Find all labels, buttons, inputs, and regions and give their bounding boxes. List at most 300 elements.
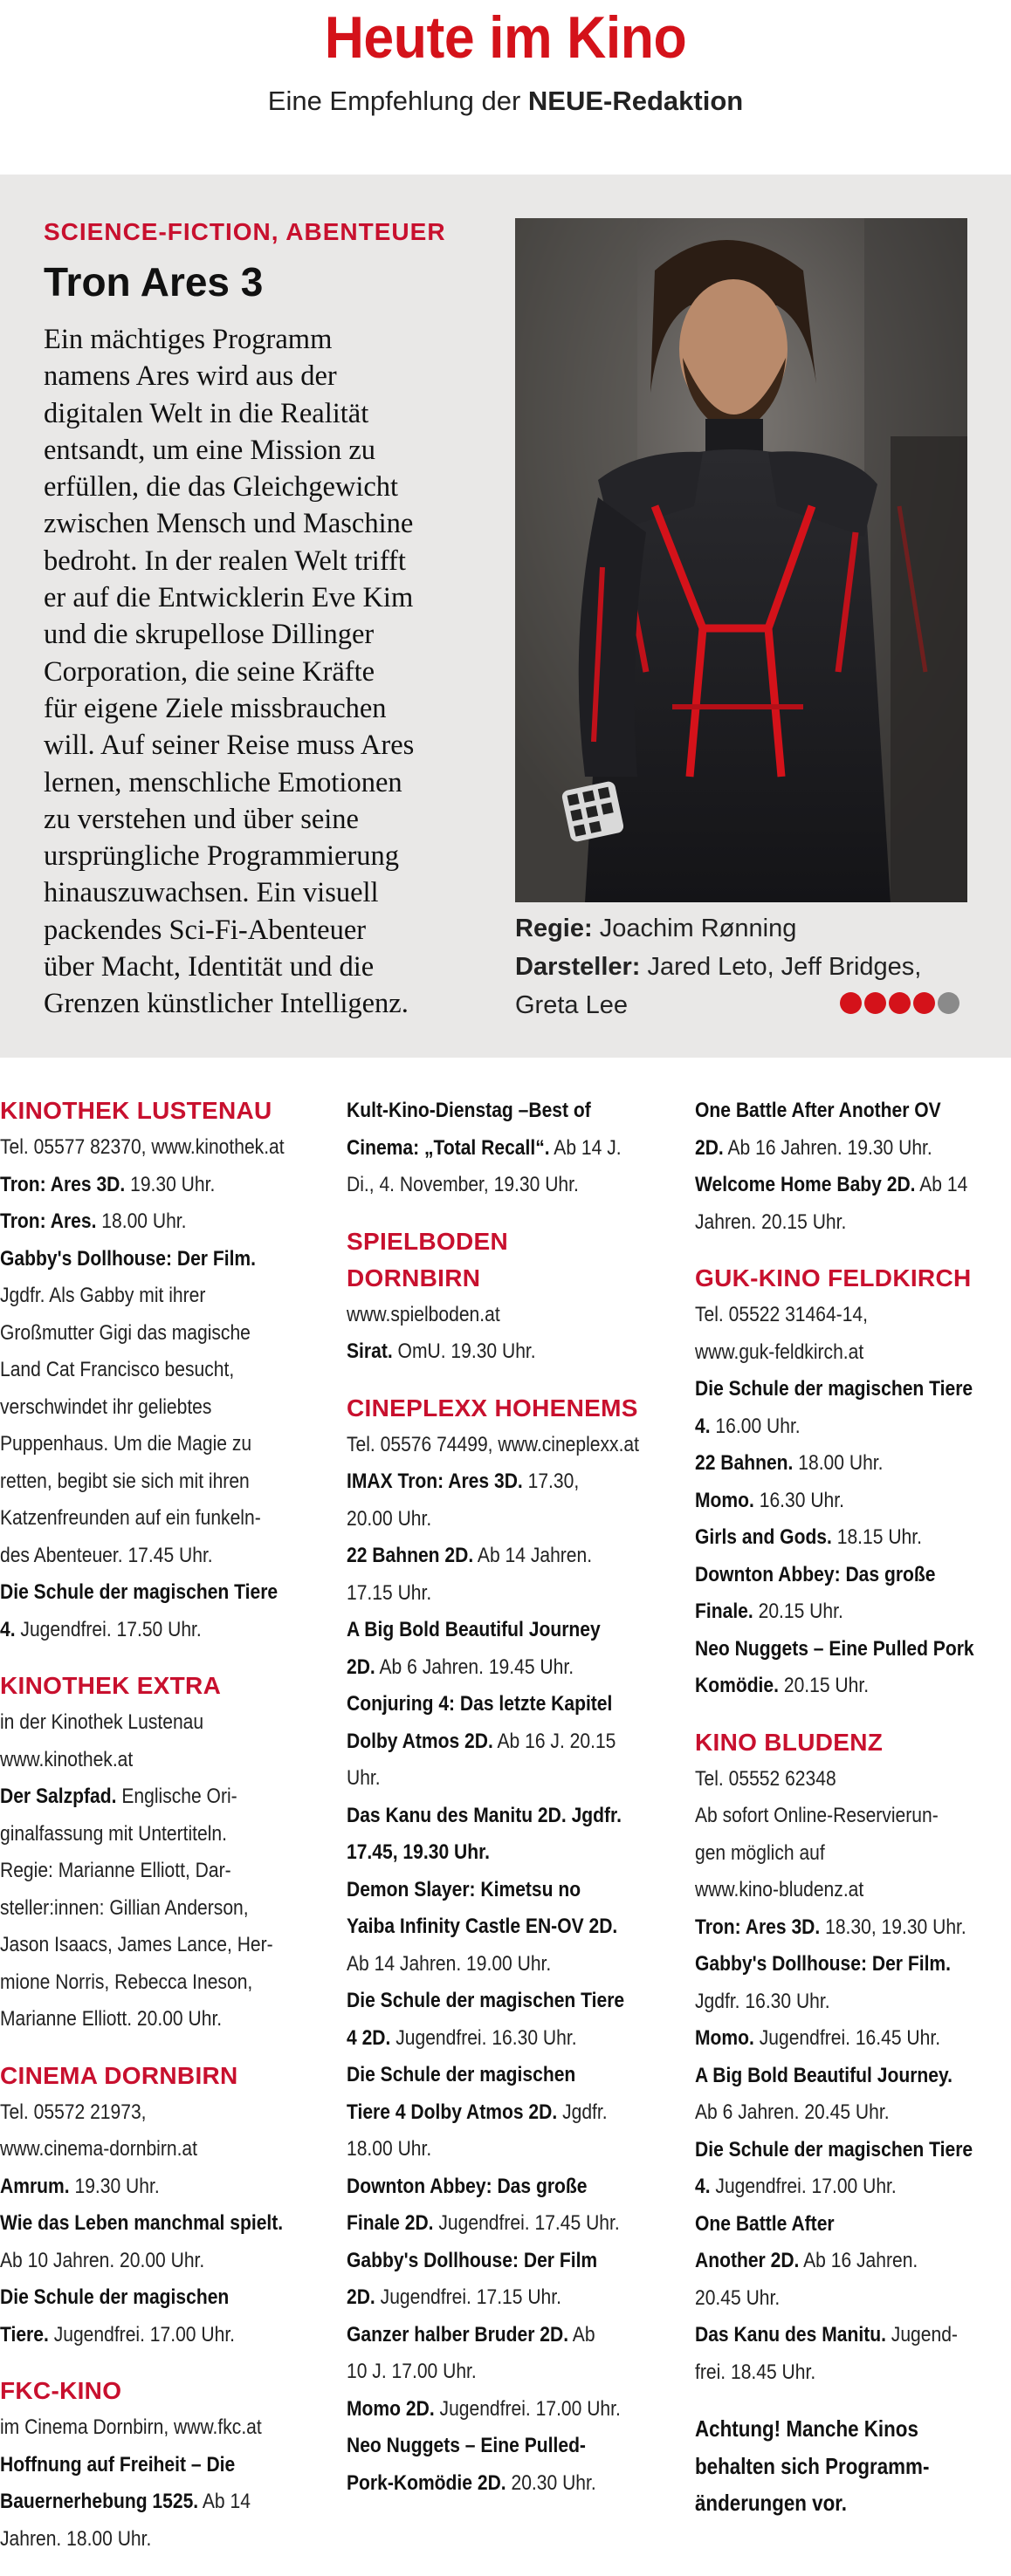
listing-line — [347, 1538, 677, 1575]
listing-text: Ab 14 Jahren. 19.00 Uhr. — [347, 1951, 552, 1976]
listing-text: 20.30 Uhr. — [506, 2470, 596, 2495]
listing-line — [0, 2279, 331, 2317]
film-title: Neo Nuggets – Eine Pulled Pork — [695, 1636, 974, 1661]
film-title: Tiere 4 Dolby Atmos 2D. — [347, 2100, 558, 2124]
listing-line — [695, 1167, 1010, 1204]
listing-text: Ab 14 — [915, 1173, 968, 1196]
film-title: Demon Slayer: Kimetsu no — [347, 1877, 581, 1901]
film-title: Achtung! Manche Kinos — [695, 2415, 918, 2442]
listing-text: Di., 4. November, 19.30 Uhr. — [347, 1173, 579, 1196]
film-title: Finale. — [695, 1600, 753, 1623]
listing-line — [695, 1593, 1010, 1631]
listing-text: www.cinema-dornbirn.at — [0, 2137, 198, 2161]
listing-text: Tel. 05552 62348 — [695, 1766, 836, 1791]
synopsis-line: packendes Sci-Fi-Abenteuer — [44, 914, 367, 946]
page-subtitle — [0, 86, 1011, 117]
film-title: Der Salzpfad. — [0, 1785, 117, 1808]
listing-line — [0, 1612, 331, 1649]
listing-text: Katzenfreunden auf ein funkeln- — [0, 1506, 261, 1530]
cinema-block — [347, 1223, 678, 1371]
listing-text: Regie: Marianne Elliott, Dar- — [0, 1859, 231, 1882]
cinema-name: KINO BLUDENZ — [695, 1728, 884, 1756]
listing-text: Uhr. — [347, 1766, 381, 1790]
film-title: 2D. — [347, 2285, 375, 2309]
listing-text: Jugendfrei. 17.15 Uhr. — [375, 2285, 561, 2309]
listing-line — [0, 2243, 331, 2280]
listing-text: des Abenteuer. 17.45 Uhr. — [0, 1543, 213, 1567]
film-title: Wie das Leben manchmal spielt. — [0, 2211, 284, 2235]
listing-text: gen möglich auf — [695, 1840, 825, 1865]
synopsis-line: er auf die Entwicklerin Eve Kim — [44, 582, 414, 614]
listing-line — [695, 2020, 1010, 2058]
listing-text: mione Norris, Rebecca Ineson, — [0, 1970, 253, 1994]
movie-still-illustration — [515, 218, 967, 902]
listing-line — [695, 1093, 1010, 1130]
film-title: Gabby's Dollhouse: Der Film. — [695, 1952, 952, 1976]
listing-text: Jgdfr. Als Gabby mit ihrer — [0, 1284, 206, 1307]
listing-text: 18.00 Uhr. — [347, 2137, 432, 2161]
listing-line — [347, 1908, 677, 1946]
listing-line — [0, 1964, 331, 2002]
listing-column-2 — [347, 1093, 678, 2502]
synopsis-line: namens Ares wird aus der — [44, 360, 337, 393]
listing-text: 20.45 Uhr. — [695, 2285, 781, 2310]
listing-line — [347, 2353, 677, 2391]
film-title: 4 2D. — [347, 2025, 391, 2050]
listing-text: Ab sofort Online-Reservierun- — [695, 1804, 939, 1827]
listing-line — [695, 2280, 1010, 2318]
cinema-block — [695, 1093, 1011, 1241]
film-title: Conjuring 4: Das letzte Kapitel — [347, 1692, 613, 1716]
film-title: 4. — [695, 1414, 711, 1438]
listing-line — [0, 2205, 331, 2243]
listing-text: Land Cat Francisco besucht, — [0, 1358, 235, 1381]
listing-line — [347, 1427, 677, 1464]
film-title: änderungen vor. — [695, 2490, 847, 2516]
listing-text: 20.00 Uhr. — [347, 1506, 432, 1531]
film-title: Welcome Home Baby 2D. — [695, 1173, 916, 1196]
listing-line — [695, 1334, 1010, 1372]
listing-text: Ab — [568, 2322, 595, 2346]
film-title: Die Schule der magischen Tiere — [695, 1377, 973, 1401]
listing-text: Jugendfrei. 17.00 Uhr. — [434, 2396, 621, 2421]
listing-text: 20.15 Uhr. — [753, 1600, 843, 1623]
film-title: One Battle After — [695, 2211, 835, 2236]
listing-line — [347, 1575, 677, 1613]
listing-text: 10 J. 17.00 Uhr. — [347, 2360, 477, 2383]
listing-text: Puppenhaus. Um die Magie zu — [0, 1432, 252, 1456]
listing-text: Ab 16 Jahren. — [799, 2249, 918, 2272]
listing-line — [347, 2057, 677, 2094]
listing-line — [695, 1204, 1010, 1242]
listing-text: Jgdfr. 16.30 Uhr. — [695, 1989, 830, 2013]
movie-title: Tron Ares 3 — [44, 259, 264, 305]
synopsis-line: lernen, menschliche Emotionen — [44, 766, 402, 798]
listing-text: Ab 16 J. 20.15 — [492, 1729, 616, 1753]
listing-text: Ab 6 Jahren. 19.45 Uhr. — [375, 1655, 574, 1679]
film-title: IMAX Tron: Ares 3D. — [347, 1470, 523, 1493]
director-name: Joachim Rønning — [592, 915, 797, 942]
listing-line — [347, 1612, 677, 1649]
listing-line — [347, 1834, 677, 1872]
listing-line — [0, 1352, 331, 1389]
page-title: Heute im Kino — [324, 4, 687, 71]
film-title: 2D. — [695, 1135, 724, 1160]
cinema-block — [0, 1668, 332, 2038]
listing-line — [347, 2279, 677, 2317]
listing-line — [347, 2168, 677, 2206]
listing-text: Jugendfrei. 17.45 Uhr. — [433, 2211, 620, 2235]
listing-text: frei. 18.45 Uhr. — [695, 2360, 816, 2384]
cinema-name: CINEPLEXX HOHENEMS — [347, 1394, 638, 1422]
listing-line — [347, 2317, 677, 2354]
synopsis-line: will. Auf seiner Reise muss Ares — [44, 730, 415, 762]
listing-text: 16.30 Uhr. — [753, 1488, 844, 1512]
listing-line — [695, 1909, 1010, 1947]
listing-text: Tel. 05522 31464-14, — [695, 1303, 868, 1326]
synopsis-line: bedroht. In der realen Welt trifft — [44, 545, 406, 577]
listing-text: Ab 14 Jahren. — [473, 1544, 593, 1567]
film-title: Tiere. — [0, 2322, 49, 2346]
film-title: Ganzer halber Bruder 2D. — [347, 2322, 569, 2346]
listing-line — [695, 2058, 1010, 2095]
film-title: Gabby's Dollhouse: Der Film — [347, 2248, 598, 2272]
listing-line — [0, 2447, 331, 2484]
film-title: 22 Bahnen 2D. — [347, 1544, 474, 1567]
listing-text: www.kinothek.at — [0, 1747, 134, 1771]
film-title: Tron: Ares 3D. — [0, 1172, 126, 1196]
listing-line — [0, 1463, 331, 1501]
synopsis-line: ursprüngliche Programmierung — [44, 840, 400, 873]
listing-line — [347, 1130, 677, 1168]
rating-dot-filled — [913, 992, 935, 1014]
listing-line — [695, 2132, 1010, 2169]
listing-line — [695, 1297, 1010, 1334]
listing-line — [347, 2391, 677, 2429]
subtitle-prefix: Eine Empfehlung der — [267, 86, 528, 116]
film-title: Komödie. — [695, 1674, 779, 1697]
film-title: Momo. — [695, 1488, 754, 1512]
listing-line — [0, 2484, 331, 2521]
listing-line — [347, 1686, 677, 1723]
listing-text: Ab 14 J. — [549, 1135, 622, 1160]
cinema-name: SPIELBODEN — [347, 1227, 509, 1255]
listing-line — [695, 1408, 1010, 1446]
cinema-name: KINOTHEK EXTRA — [0, 1672, 222, 1699]
listing-text: 18.00 Uhr. — [793, 1451, 884, 1475]
listing-text: Jugendfrei. 17.50 Uhr. — [15, 1617, 202, 1641]
listing-text: OmU. 19.30 Uhr. — [392, 1339, 536, 1363]
listing-line — [0, 1778, 331, 1816]
listing-line — [695, 2354, 1010, 2392]
listing-line — [0, 2317, 331, 2354]
listing-line — [347, 2131, 677, 2168]
film-title: 4. — [695, 2175, 711, 2198]
listing-line — [695, 1946, 1010, 1983]
listing-line — [347, 1798, 677, 1835]
synopsis-line: zu verstehen und über seine — [44, 803, 359, 835]
program-notice-line — [695, 2410, 1010, 2448]
film-title: Amrum. — [0, 2174, 70, 2198]
rating-dot-filled — [840, 992, 862, 1014]
listing-line — [0, 1241, 331, 1278]
director-label: Regie: — [515, 915, 593, 942]
film-title: Das Kanu des Manitu. — [695, 2323, 886, 2346]
listing-line — [0, 1500, 331, 1538]
cinema-name: FKC-KINO — [0, 2377, 122, 2404]
listing-line — [0, 1538, 331, 1575]
cinema-block — [0, 2058, 332, 2354]
film-title: behalten sich Programm- — [695, 2452, 930, 2479]
listing-text: Großmutter Gigi das magische — [0, 1320, 251, 1345]
film-title: Bauernerhebung 1525. — [0, 2490, 199, 2513]
listing-text: Jahren. 20.15 Uhr. — [695, 1209, 847, 1234]
listing-line — [347, 1093, 677, 1130]
film-title: 17.45, 19.30 Uhr. — [347, 1840, 491, 1864]
listing-text: Ab 14 — [198, 2490, 251, 2513]
movie-genre: SCIENCE-FICTION, ABENTEUER — [44, 218, 446, 245]
listing-line — [695, 1519, 1010, 1557]
movie-director — [515, 915, 796, 943]
synopsis-line: über Macht, Identität und die — [44, 951, 375, 983]
listing-line — [347, 2243, 677, 2280]
film-title: Girls and Gods. — [695, 1525, 832, 1549]
film-title: Finale 2D. — [347, 2211, 434, 2235]
listing-line — [0, 1315, 331, 1353]
film-title: Neo Nuggets – Eine Pulled- — [347, 2434, 586, 2457]
listing-line — [0, 1278, 331, 1315]
synopsis-line: hinauszuwachsen. Ein visuell — [44, 877, 379, 909]
listing-line — [347, 1723, 677, 1761]
listing-line — [695, 1557, 1010, 1594]
movie-still-image — [515, 218, 967, 902]
listing-text: Englische Ori- — [116, 1785, 237, 1808]
film-title: Sirat. — [347, 1339, 393, 1363]
film-title: 2D. — [347, 1655, 375, 1679]
cinema-block — [695, 2410, 1011, 2522]
listing-line — [347, 1649, 677, 1687]
film-title: Downton Abbey: Das große — [347, 2174, 588, 2198]
film-title: 22 Bahnen. — [695, 1451, 794, 1475]
listing-line — [695, 1445, 1010, 1483]
listing-text: Jugendfrei. 17.00 Uhr. — [48, 2322, 236, 2346]
listing-line — [0, 1890, 331, 1928]
listing-text: retten, begibt sie sich mit ihren — [0, 1469, 250, 1493]
cinema-name: GUK-KINO FELDKIRCH — [695, 1264, 972, 1291]
synopsis-line: für eigene Ziele missbrauchen — [44, 692, 387, 724]
listing-text: verschwindet ihr geliebtes — [0, 1394, 212, 1419]
listing-line — [347, 2465, 677, 2503]
listing-line — [695, 1798, 1010, 1835]
listing-line — [0, 1389, 331, 1427]
listing-line — [695, 2094, 1010, 2132]
subtitle-brand: NEUE-Redaktion — [527, 86, 744, 116]
listing-text: Jgdfr. — [557, 2100, 608, 2124]
listing-line — [695, 1371, 1010, 1408]
film-title: A Big Bold Beautiful Journey. — [695, 2063, 953, 2087]
movie-cast — [515, 953, 921, 982]
film-title: Momo. — [695, 2026, 754, 2050]
listing-text: in der Kinothek Lustenau — [0, 1710, 204, 1734]
listing-line — [347, 1872, 677, 1909]
listing-text: im Cinema Dornbirn, www.fkc.at — [0, 2415, 262, 2439]
film-title: Tron: Ares. — [0, 1209, 97, 1233]
film-title: Hoffnung auf Freiheit – Die — [0, 2452, 236, 2477]
program-notice-line — [695, 2484, 1010, 2522]
cinema-name-continued: DORNBIRN — [347, 1264, 481, 1291]
listing-line — [347, 2428, 677, 2465]
cast-names: Jared Leto, Jeff Bridges, — [640, 953, 922, 981]
listing-text: Jason Isaacs, James Lance, Her- — [0, 1933, 273, 1956]
film-title: Yaiba Infinity Castle EN-OV 2D. — [347, 1915, 618, 1938]
synopsis-line: entsandt, um eine Mission zu — [44, 434, 376, 466]
synopsis-line: zwischen Mensch und Maschine — [44, 508, 414, 540]
listing-line — [0, 2409, 331, 2447]
movie-rating — [840, 992, 959, 1014]
listing-line — [0, 1742, 331, 1779]
listing-text: Tel. 05572 21973, — [0, 2100, 147, 2124]
cinema-listings — [0, 1093, 1011, 2576]
listing-line — [347, 1463, 677, 1501]
listing-column-3 — [695, 1093, 1011, 2522]
featured-movie-panel — [0, 175, 1011, 1058]
listing-line — [347, 2020, 677, 2058]
listing-line — [695, 1872, 1010, 1909]
listing-line — [0, 1203, 331, 1241]
listing-line — [0, 1167, 331, 1204]
film-title: Das Kanu des Manitu 2D. Jgdfr. — [347, 1803, 622, 1827]
film-title: Cinema: „Total Recall“. — [347, 1135, 550, 1160]
cinema-block — [695, 1724, 1011, 2392]
rating-dot-filled — [889, 992, 911, 1014]
listing-text: Ab 6 Jahren. 20.45 Uhr. — [695, 2100, 890, 2124]
listing-line — [695, 1983, 1010, 2021]
listing-text: 17.15 Uhr. — [347, 1580, 432, 1605]
synopsis-line: Corporation, die seine Kräfte — [44, 655, 375, 688]
listing-text: 18.30, 19.30 Uhr. — [820, 1915, 966, 1939]
listing-line — [0, 2131, 331, 2168]
listing-line — [347, 1946, 677, 1983]
film-title: Die Schule der magischen Tiere — [0, 1580, 279, 1604]
cinema-block — [695, 1260, 1011, 1705]
film-title: Die Schule der magischen Tiere — [695, 2137, 973, 2162]
rating-dot-filled — [864, 992, 886, 1014]
film-title: A Big Bold Beautiful Journey — [347, 1618, 601, 1641]
listing-line — [0, 2001, 331, 2038]
film-title: Kult-Kino-Dienstag –Best of — [347, 1099, 591, 1122]
listing-text: steller:innen: Gillian Anderson, — [0, 1895, 249, 1920]
listing-text: Jahren. 18.00 Uhr. — [0, 2526, 152, 2551]
listing-text: Ab 16 Jahren. 19.30 Uhr. — [723, 1135, 932, 1160]
listing-text: Ab 10 Jahren. 20.00 Uhr. — [0, 2248, 205, 2272]
film-title: Tron: Ares 3D. — [695, 1915, 821, 1939]
listing-line — [0, 1853, 331, 1890]
film-title: Momo 2D. — [347, 2396, 435, 2421]
synopsis-line: Ein mächtiges Programm — [44, 324, 333, 355]
program-notice-line — [695, 2448, 1010, 2485]
film-title: Pork-Komödie 2D. — [347, 2470, 506, 2495]
listing-line — [347, 1167, 677, 1204]
listing-line — [0, 2094, 331, 2132]
cinema-name: CINEMA DORNBIRN — [0, 2061, 238, 2089]
listing-line — [0, 1816, 331, 1853]
listing-line — [347, 1333, 677, 1371]
listing-line — [695, 2206, 1010, 2244]
listing-text: www.guk-feldkirch.at — [695, 1339, 864, 1364]
listing-text: 20.15 Uhr. — [778, 1674, 870, 1697]
listing-line — [695, 2317, 1010, 2354]
listing-line — [347, 1760, 677, 1798]
listing-line — [0, 2521, 331, 2559]
cinema-block — [347, 1390, 678, 2503]
listing-line — [347, 1501, 677, 1538]
listing-text: www.spielboden.at — [347, 1302, 500, 1326]
listing-line — [0, 1574, 331, 1612]
listing-line — [695, 1835, 1010, 1873]
listing-line — [695, 1761, 1010, 1798]
listing-line — [0, 1129, 331, 1167]
synopsis-line: Grenzen künstlicher Intelligenz. — [44, 988, 409, 1020]
listing-line — [695, 1483, 1010, 1520]
listing-line — [0, 1426, 331, 1463]
cinema-block — [0, 1093, 332, 1648]
listing-text: Tel. 05576 74499, www.cineplexx.at — [347, 1432, 639, 1456]
synopsis-line: und die skrupellose Dillinger — [44, 619, 375, 651]
page-header — [0, 0, 1011, 140]
synopsis-line: digitalen Welt in die Realität — [44, 397, 369, 429]
listing-text: 17.30, — [522, 1470, 580, 1493]
listing-text: Jugendfrei. 17.00 Uhr. — [710, 2175, 897, 2198]
listing-text: 19.30 Uhr. — [69, 2174, 160, 2198]
listing-column-1 — [0, 1093, 332, 2558]
movie-cast-continued: Greta Lee — [515, 991, 628, 1019]
listing-line — [0, 2168, 331, 2206]
cast-label: Darsteller: — [515, 953, 641, 981]
listing-line — [347, 1297, 677, 1334]
listing-text: 19.30 Uhr. — [125, 1172, 216, 1196]
listing-line — [695, 1631, 1010, 1668]
listing-line — [0, 1927, 331, 1964]
film-title: Another 2D. — [695, 2249, 800, 2272]
listing-line — [695, 2243, 1010, 2280]
listing-line — [695, 2168, 1010, 2206]
film-title: Die Schule der magischen Tiere — [347, 1989, 625, 2012]
cinema-name: KINOTHEK LUSTENAU — [0, 1097, 272, 1124]
listing-text: Jugendfrei. 16.30 Uhr. — [390, 2025, 577, 2050]
listing-line — [347, 2205, 677, 2243]
listing-line — [347, 1983, 677, 2020]
listing-line — [0, 1704, 331, 1742]
film-title: Dolby Atmos 2D. — [347, 1729, 493, 1753]
listing-text: www.kino-bludenz.at — [695, 1878, 864, 1901]
listing-text: Jugendfrei. 16.45 Uhr. — [753, 2026, 941, 2050]
movie-synopsis — [44, 321, 506, 1023]
rating-dot-empty — [938, 992, 959, 1014]
film-title: One Battle After Another OV — [695, 1099, 941, 1122]
cinema-block — [347, 1093, 678, 1204]
film-title: Gabby's Dollhouse: Der Film. — [0, 1246, 257, 1271]
listing-text: 18.15 Uhr. — [831, 1525, 922, 1549]
film-title: Downton Abbey: Das große — [695, 1562, 936, 1586]
listing-text: 18.00 Uhr. — [96, 1209, 187, 1233]
listing-text: Marianne Elliott. 20.00 Uhr. — [0, 2007, 223, 2031]
listing-text: Jugend- — [885, 2323, 958, 2346]
listing-text: 16.00 Uhr. — [710, 1414, 801, 1438]
listing-line — [347, 2094, 677, 2132]
listing-text: ginalfassung mit Untertiteln. — [0, 1821, 228, 1846]
film-title: 4. — [0, 1617, 16, 1641]
cinema-block — [0, 2373, 332, 2558]
